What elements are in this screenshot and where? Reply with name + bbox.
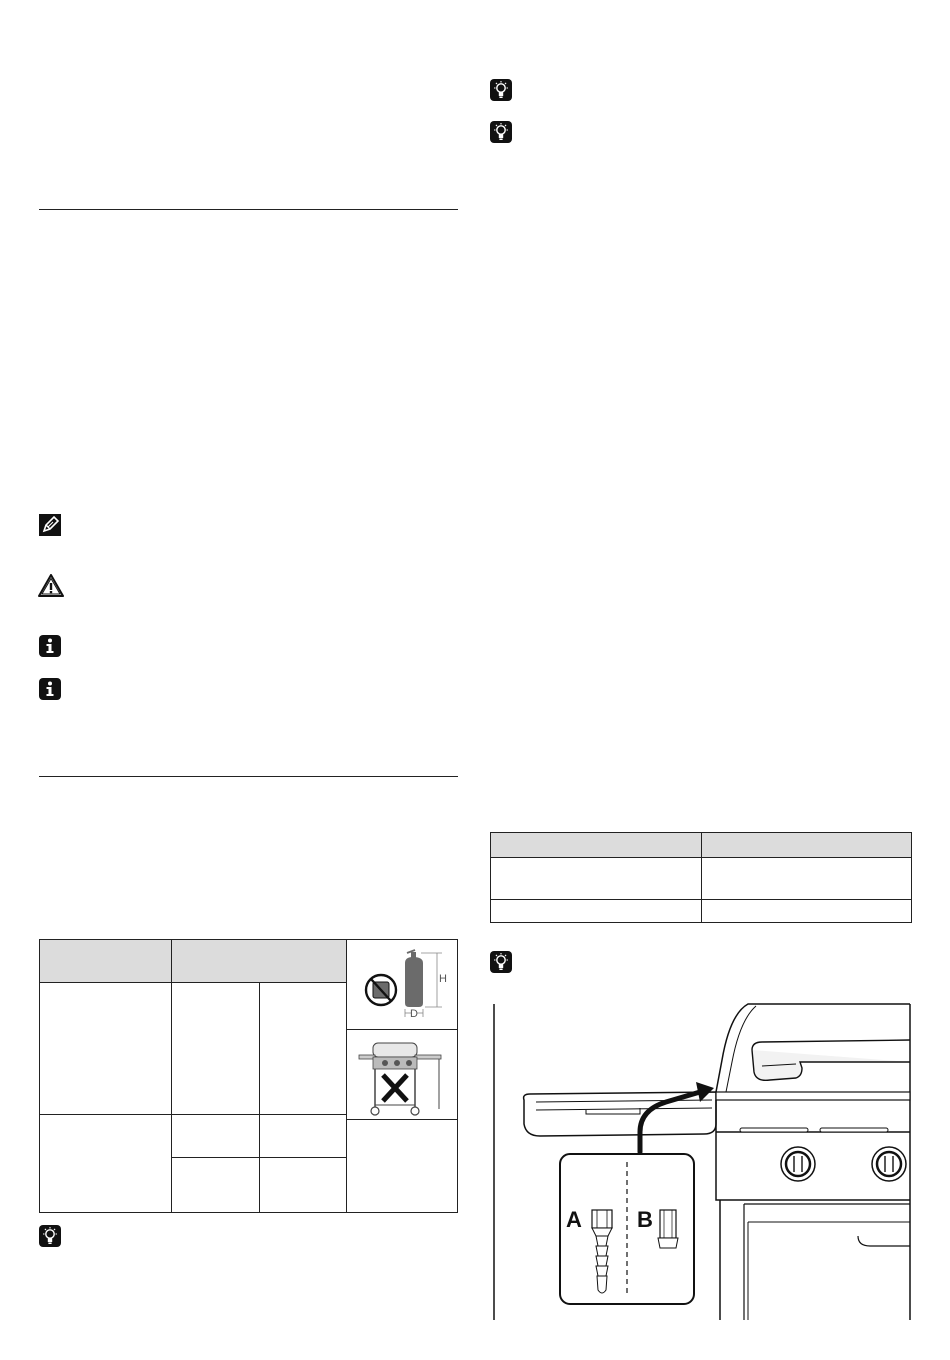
table-cell <box>259 1157 347 1213</box>
lightbulb-tip-icon <box>490 121 512 143</box>
info-icon <box>39 678 61 700</box>
table-cell <box>491 900 702 923</box>
diameter-label: D <box>410 1008 418 1020</box>
table-cell <box>259 1114 347 1158</box>
gas-bottle-dimensions-illustration <box>351 945 455 1025</box>
lightbulb-tip-icon <box>39 1225 61 1247</box>
table-cell <box>39 1114 172 1213</box>
gas-bottle-table <box>39 939 458 1213</box>
table-header-cell <box>39 939 172 983</box>
info-icon <box>39 635 61 657</box>
section-divider-middle <box>39 776 458 777</box>
warning-triangle-icon <box>38 574 64 598</box>
table-cell <box>346 1119 458 1213</box>
table-header-cell <box>171 939 347 983</box>
grill-bottle-placement-illustration <box>351 1035 455 1117</box>
table-cell <box>171 982 260 1115</box>
table-cell <box>491 858 702 900</box>
table-cell <box>39 982 172 1115</box>
connection-table <box>490 832 912 923</box>
section-divider-top <box>39 209 458 210</box>
table-cell <box>171 1114 260 1158</box>
table-header-cell <box>491 833 702 858</box>
table-cell <box>259 982 347 1115</box>
connector-label-a: A <box>566 1207 582 1232</box>
connector-label-b: B <box>637 1207 653 1232</box>
pen-note-icon <box>39 514 61 536</box>
lightbulb-tip-icon <box>490 79 512 101</box>
table-header-cell <box>702 833 912 858</box>
height-label: H <box>439 973 447 985</box>
table-cell <box>702 858 912 900</box>
lightbulb-tip-icon <box>490 951 512 973</box>
table-cell <box>702 900 912 923</box>
grill-connector-illustration <box>490 1000 912 1322</box>
table-cell <box>171 1157 260 1213</box>
